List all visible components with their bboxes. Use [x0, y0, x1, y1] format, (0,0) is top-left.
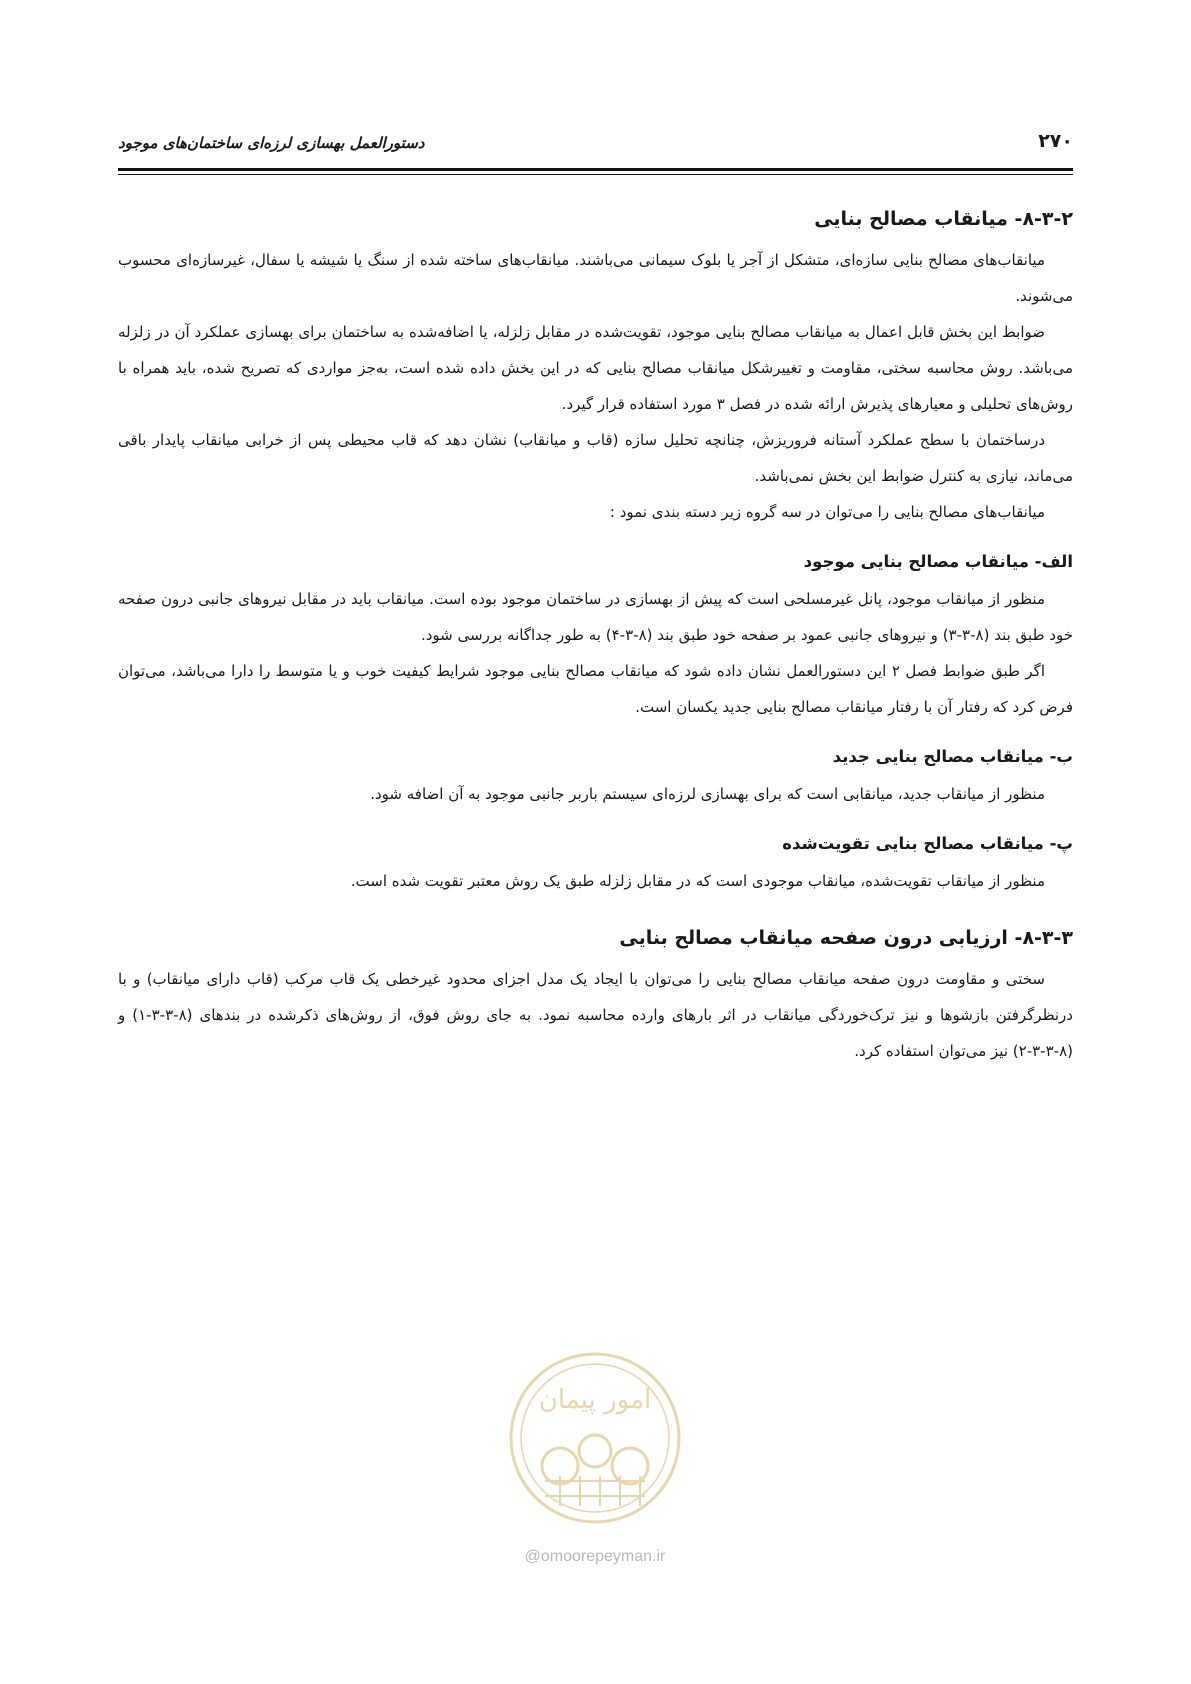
- page-number: ۲۷۰: [1038, 130, 1073, 152]
- subsection-heading-pe: پ- میانقاب مصالح بنایی تقویت‌شده: [782, 834, 1073, 853]
- page-header: [118, 128, 1073, 162]
- at-icon: @: [524, 1548, 541, 1565]
- seal-text: امور پیمان: [538, 1385, 652, 1415]
- watermark-seal-icon: [505, 1346, 685, 1536]
- paragraph: میانقاب‌های مصالح بنایی را می‌توان در سه گروه زیر دسته بندی نمود :: [609, 503, 1045, 521]
- paragraph: اگر طبق ضوابط فصل ۲ این دستورالعمل نشان داده شود که میانقاب مصالح بنایی موجود شرایط کیفیت خوب و یا متوسط را دارا می‌باشد، می‌توان فرض کرد که رفتار آن با رفتار میانقاب مصالح بنایی جدید یکسان است.: [118, 662, 1073, 716]
- header-rule-thin: [118, 174, 1073, 175]
- paragraph: منظور از میانقاب موجود، پانل غیرمسلحی است که پیش از بهسازی در ساختمان موجود بوده است. میانقاب باید در مقابل نیروهای جانبی درون صفحه خود طبق بند (۸-۳-۳) و نیروهای جانبی عمود بر صفحه خود طبق بند (۸-۳-۴) به طور جداگانه بررسی شود.: [118, 590, 1073, 644]
- watermark-url-text: omoorepeyman.ir: [540, 1548, 666, 1565]
- subsection-heading-be: ب- میانقاب مصالح بنایی جدید: [832, 747, 1073, 766]
- paragraph: منظور از میانقاب جدید، میانقابی است که برای بهسازی لرزه‌ای سیستم باربر جانبی موجود به آن اضافه شود.: [370, 785, 1045, 803]
- section-heading-8-3-3: ۸-۳-۳- ارزیابی درون صفحه میانقاب مصالح بنایی: [619, 927, 1073, 949]
- paragraph: میانقاب‌های مصالح بنایی سازه‌ای، متشکل از آجر یا بلوک سیمانی می‌باشند. میانقاب‌های ساخته شده از سنگ یا شیشه یا سفال، غیرسازه‌ای محسوب می‌شوند.: [118, 251, 1073, 305]
- watermark-url: [495, 1548, 695, 1566]
- book-title: دستورالعمل بهسازی لرزه‌ای ساختمان‌های موجود: [118, 134, 425, 152]
- header-rule-thick: [118, 168, 1073, 171]
- subsection-heading-alef: الف- میانقاب مصالح بنایی موجود: [803, 552, 1073, 571]
- paragraph: درساختمان با سطح عملکرد آستانه فروریزش، چنانچه تحلیل سازه (قاب و میانقاب) نشان دهد که قاب محیطی پس از خرابی میانقاب پایدار باقی می‌ماند، نیازی به کنترل ضوابط این بخش نمی‌باشد.: [118, 431, 1073, 485]
- section-heading-8-3-2: ۸-۳-۲- میانقاب مصالح بنایی: [814, 208, 1073, 230]
- paragraph: سختی و مقاومت درون صفحه میانقاب مصالح بنایی را می‌توان با ایجاد یک مدل اجزای محدود غیرخطی یک قاب مرکب (قاب دارای میانقاب) و با درنظرگرفتن بازشوها و نیز ترک‌خوردگی میانقاب در اثر بارهای وارده محاسبه نمود. به جای روش فوق، از روش‌های ذکرشده در بندهای (۸-۳-۳-۱) و (۸-۳-۳-۲) نیز می‌توان استفاده کرد.: [118, 970, 1073, 1060]
- paragraph: منظور از میانقاب تقویت‌شده، میانقاب موجودی است که در مقابل زلزله طبق یک روش معتبر تقویت شده است.: [350, 872, 1045, 890]
- paragraph: ضوابط این بخش قابل اعمال به میانقاب مصالح بنایی موجود، تقویت‌شده در مقابل زلزله، یا اضافه‌شده به ساختمان برای بهسازی عملکرد آن در زلزله می‌باشد. روش محاسبه سختی، مقاومت و تغییرشکل میانقاب مصالح بنایی که در این بخش داده شده است، به‌جز مواردی که تصریح شده، باید همراه با روش‌های تحلیلی و معیارهای پذیرش ارائه شده در فصل ۳ مورد استفاده قرار گیرد.: [118, 323, 1073, 413]
- page-body: [118, 186, 1073, 1069]
